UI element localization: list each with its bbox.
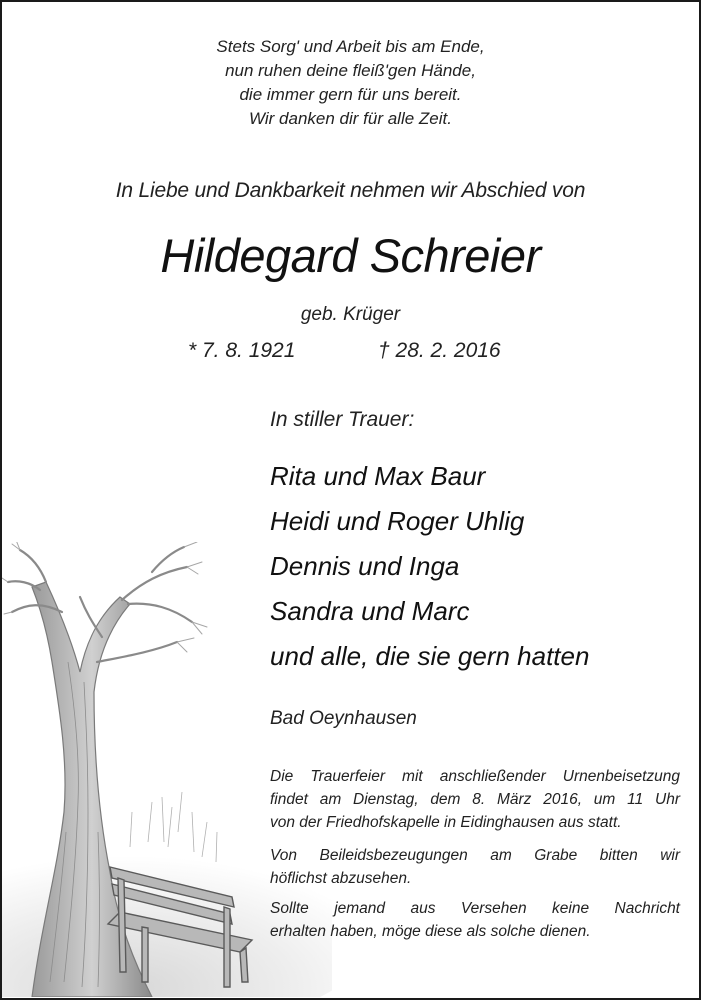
poem-line: Stets Sorg' und Arbeit bis am Ende,: [216, 37, 485, 56]
paragraph-line: Von Beileidsbezeugungen am Grabe bitten wir: [270, 847, 680, 864]
birth-date: * 7. 8. 1921: [188, 339, 296, 362]
paragraph-line: höflichst abzusehen.: [270, 870, 412, 887]
poem: [2, 35, 699, 131]
mourner-entry: Dennis und Inga: [270, 551, 460, 581]
funeral-paragraph: [270, 765, 680, 834]
condolence-paragraph: [270, 844, 680, 890]
paragraph-line: findet am Dienstag, dem 8. März 2016, um 11 Uhr: [270, 791, 680, 808]
mourners-list: [270, 454, 589, 679]
paragraph-line: von der Friedhofskapelle in Eidinghausen aus statt.: [270, 814, 622, 831]
paragraph-line: erhalten haben, möge diese als solche dienen.: [270, 923, 591, 940]
oversight-paragraph: [270, 897, 680, 943]
mourning-label: In stiller Trauer:: [270, 408, 415, 431]
poem-line: Wir danken dir für alle Zeit.: [249, 109, 452, 128]
poem-line: die immer gern für uns bereit.: [239, 85, 462, 104]
mourner-entry: Sandra und Marc: [270, 596, 470, 626]
deceased-name: Hildegard Schreier: [160, 229, 541, 282]
mourner-entry: Rita und Max Baur: [270, 461, 486, 491]
birth-name: geb. Krüger: [300, 304, 401, 325]
intro-text: In Liebe und Dankbarkeit nehmen wir Abschied von: [115, 179, 586, 202]
place-name: Bad Oeynhausen: [270, 708, 417, 729]
mourner-entry: Heidi und Roger Uhlig: [270, 506, 525, 536]
poem-line: nun ruhen deine fleiß'gen Hände,: [225, 61, 476, 80]
paragraph-line: Sollte jemand aus Versehen keine Nachricht: [270, 900, 680, 917]
paragraph-line: Die Trauerfeier mit anschließender Urnenbeisetzung: [270, 768, 680, 785]
death-date: † 28. 2. 2016: [378, 339, 501, 362]
mourner-entry: und alle, die sie gern hatten: [270, 641, 590, 671]
